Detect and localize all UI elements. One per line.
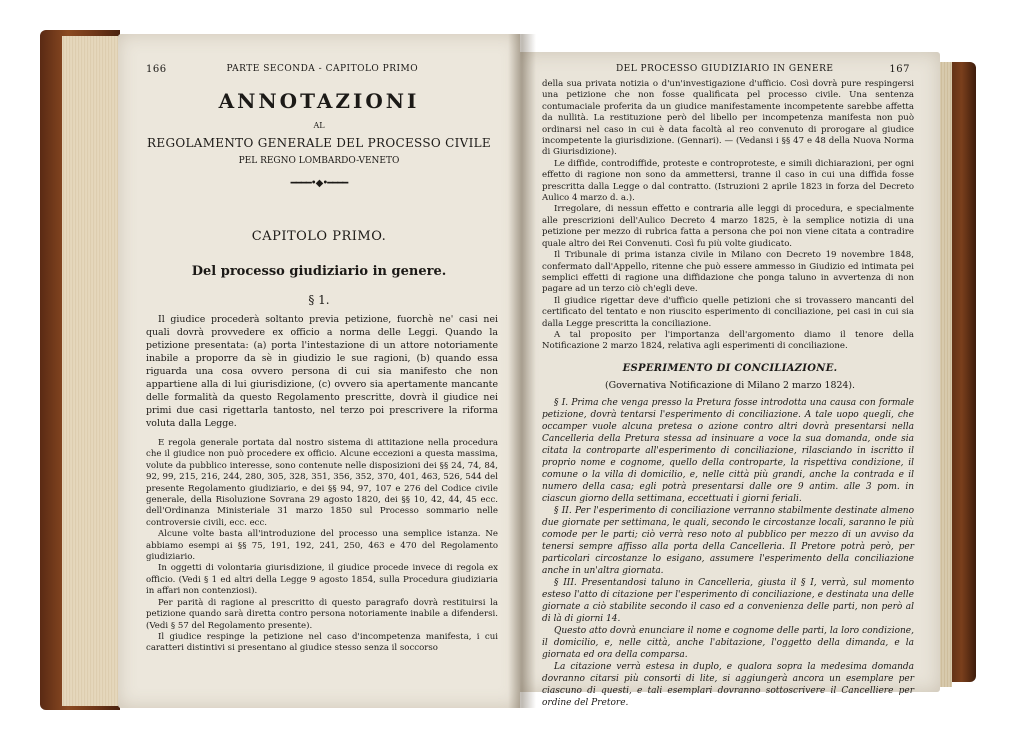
notificazione-text (520, 397, 940, 709)
section-heading: Del processo giudiziario in genere. (191, 264, 447, 279)
article-paragraph: Il giudice procederà soltanto previa petizione, fuorchè ne' casi nei quali dovrà provvedere ex officio a norma delle Leggi. Quando la petizione presentata: (a) porta l'intestazione di un attore notoriamente inabile a proporre da sè in giudizio le sue ragioni, (b) quando essa riguarda una cosa ovvero persona di cui sia manifesto che non appartiene alla di lui giurisdizione, (c) ovvero sia apertamente mancante delle formalità da questo Regolamento prescritte, dovrà il giudice nei primi due casi rigettarla tantosto, nel terzo poi prescrivere la riforma voluta dalla Legge. (146, 314, 498, 429)
right-running-head: DEL PROCESSO GIUDIZIARIO IN GENERE (615, 64, 834, 74)
note-paragraph: Per parità di ragione al prescritto di questo paragrafo dovrà restituirsi la petizione quando sarà diretta contro persona notoriamente inabile a difendersi. (Vedi § 57 del Regolamento presente). (146, 597, 498, 631)
esperimento-heading: ESPERIMENTO DI CONCILIAZIONE. (622, 362, 838, 374)
right-page (520, 52, 940, 708)
main-article-text (118, 313, 520, 430)
book-gutter (508, 34, 536, 708)
note-paragraph: Irregolare, di nessun effetto e contraria alle leggi di procedura, e specialmente alle prescrizioni dell'Aulico Decreto 4 marzo 1825, è la semplice notizia di una petizione per mezzo di rubrica fatta a persona che poi non viene citata a contradire quale altro dei Rei Convenuti. Così fu più volte giudicato. (542, 204, 914, 249)
regolamento-title: REGOLAMENTO GENERALE DEL PROCESSO CIVILE (147, 136, 491, 150)
italic-paragraph: Questo atto dovrà enunciare il nome e cognome delle parti, la loro condizione, il domicilio, e, nelle città, anche l'abitazione, l'oggetto della dimanda, e la giornata ed ora della comparsa. (542, 625, 914, 660)
note-paragraph: Alcune volte basta all'introduzione del processo una semplice istanza. Ne abbiamo esempi ai §§ 75, 191, 192, 241, 250, 463 e 470 del Regolamento giudiziario. (146, 529, 498, 563)
note-paragraph: E regola generale portata dal nostro sistema di attitazione nella procedura che il giudice non può procedere ex officio. Alcune eccezioni a questa massima, volute da pubblico interesse, sono contenute nelle disposizioni dei §§ 24, 74, 84, 92, 99, 215, 216, 244, 280, 305, 328, 351, 356, 352, 370, 401, 463, 526, 544 del presente Regolamento giudiziario, e dei §§ 94, 97, 107 e 276 del Codice civile generale, della Risoluzione Sovrana 29 agosto 1820, dei §§ 10, 42, 44, 45 ecc. dell'Ordinanza Ministeriale 31 marzo 1850 sul Processo sommario nelle controversie civili, ecc. ecc. (146, 438, 498, 528)
left-running-head: PARTE SECONDA - CAPITOLO PRIMO (226, 64, 419, 74)
right-page-number: 167 (889, 64, 910, 75)
note-paragraph: della sua privata notizia o d'un'investigazione d'ufficio. Così dovrà pure respingersi una petizione che non fosse qualificata pel processo civile. Una sentenza contumaciale proferita da un giudice manifestamente incompetente sarebbe affetta da nullità. La restituzione però del libello per incompetenza manifesta non può ordinarsi nel caso in cui è data facoltà al reo convenuto di prorogare al giudice incompetente la giurisdizione. (Gennari). — (Vedansi i §§ 47 e 48 della Nuova Norma di Giurisdizione). (542, 79, 914, 158)
regno-subtitle: PEL REGNO LOMBARDO-VENETO (238, 156, 400, 166)
left-notes (118, 438, 520, 655)
italic-paragraph: § I. Prima che venga presso la Pretura fosse introdotta una causa con formale petizione, dovrà tentarsi l'esperimento di conciliazione. A tale uopo quegli, che occamper vuole alcuna pretesa o azione contro altri dovrà presentarsi nella Cancelleria della Pretura stessa ad insinuare a voce la sua domanda, onde sia citata la controparte all'esperimento di conciliazione, rilasciando in iscritto il proprio nome e cognome, quello della controparte, la rispettiva condizione, il comune o la villa di domicilio, e, nelle città più grandi, anche la contrada e il numero della casa; egli potrà presentarsi dalle ore 9 antim. alle 3 pom. in ciascun giorno della settimana, eccettuati i giorni feriali. (542, 397, 914, 504)
right-notes (520, 79, 940, 353)
note-paragraph: In oggetti di volontaria giurisdizione, il giudice procede invece di regola ex officio. (Vedi § 1 ed altri della Legge 9 agosto 1854, sulla Procedura giudiziaria in affari non contenziosi). (146, 563, 498, 597)
note-paragraph: Il Tribunale di prima istanza civile in Milano con Decreto 19 novembre 1848, confermato dall'Appello, ritenne che può essere ammesso in Giudizio ed intimata pei semplici effetti di ragione una diffidazione che ponga taluno in avvertenza di non pagare ad un terzo ciò ch'egli deve. (542, 250, 914, 295)
paragraph-mark: § 1. (308, 293, 330, 307)
note-paragraph: A tal proposito per l'importanza dell'argomento diamo il tenore della Notificazione 2 marzo 1824, relativa agli esperimenti di conciliazione. (542, 329, 914, 352)
note-paragraph: Il giudice respinge la petizione nel caso d'incompetenza manifesta, i cui caratteri distintivi si presentano al giudice stesso senza il soccorso (146, 631, 498, 654)
title-al: AL (313, 121, 325, 130)
right-running-header (520, 52, 940, 75)
note-paragraph: Il giudice rigettar deve d'ufficio quelle petizioni che si trovassero mancanti del certificato del tentato e non riuscito esperimento di conciliazione, pei casi in cui sia dalla Legge prescritta la conciliazione. (542, 295, 914, 329)
italic-paragraph: La citazione verrà estesa in duplo, e qualora sopra la medesima domanda dovranno citarsi più consorti di lite, si aggiungerà ancora un esemplare per ciascuno di questi, e tali esemplari dovranno sottoscrivere il Cancelliere per ordine del Pretore. (542, 661, 914, 708)
italic-paragraph: § III. Presentandosi taluno in Cancelleria, giusta il § I, verrà, sul momento esteso l'atto di citazione per l'esperimento di conciliazione, e destinata una delle giornate a ciò stabilite secondo il caso ed a convenienza delle parti, non però al di là di giorni 14. (542, 577, 914, 624)
left-page-number: 166 (146, 64, 167, 75)
chapter-heading: CAPITOLO PRIMO. (251, 229, 387, 244)
left-running-header (118, 34, 520, 75)
italic-paragraph: § II. Per l'esperimento di conciliazione verranno stabilmente destinate almeno due giornate per settimana, le quali, secondo le circostanze locali, saranno le più comode per le parti; ciò verrà reso noto al pubblico per mezzo di un avviso da tenersi sempre affisso alla porta della Cancelleria. Il Pretore potrà però, per particolari circostanze lo esigano, assumere l'esperimento della conciliazione anche in un'altra giornata. (542, 505, 914, 576)
annotazioni-title: ANNOTAZIONI (218, 89, 420, 113)
left-page-edges (62, 36, 118, 706)
note-paragraph: Le diffide, controdiffide, proteste e controproteste, e simili dichiarazioni, per ogni effetto di ragione non sono da ammettersi, tranne il caso in cui una diffida fosse prescritta dalla Legge o dal contratto. (Istruzioni 2 aprile 1823 in forza del Decreto Aulico 4 marzo d. a.). (542, 158, 914, 204)
left-page (118, 34, 520, 708)
ornament-divider: ━━━━•◆•━━━━ (290, 178, 348, 189)
notificazione-subheading: (Governativa Notificazione di Milano 2 marzo 1824). (604, 379, 856, 391)
